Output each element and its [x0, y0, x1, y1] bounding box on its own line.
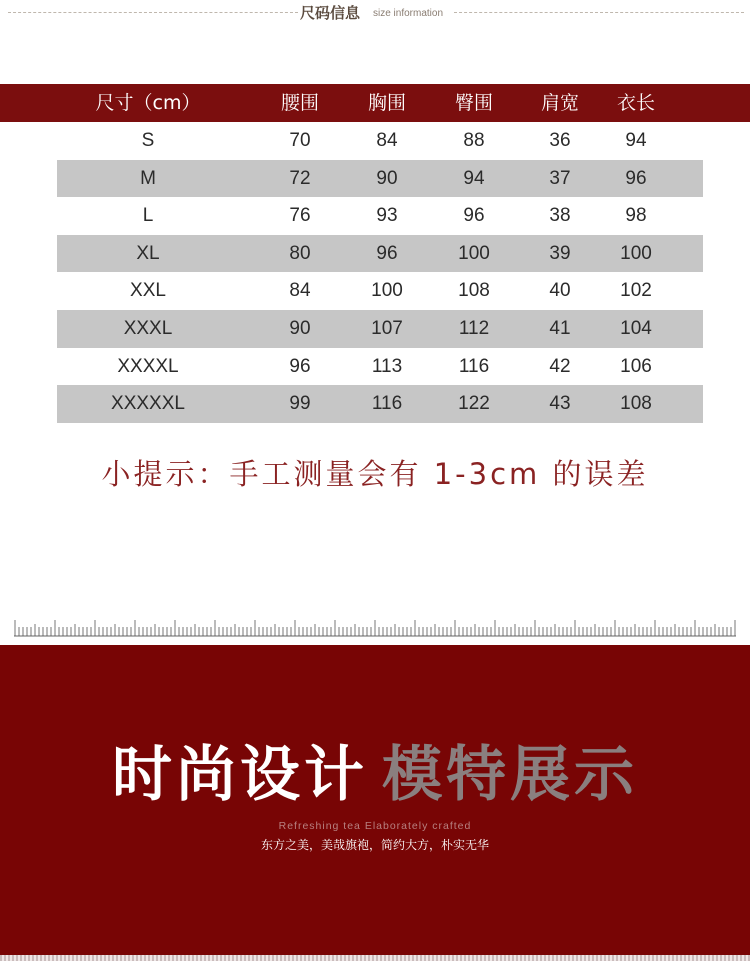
- cell-waist: 90: [289, 317, 311, 339]
- table-row: [57, 235, 703, 273]
- cell-shoulder: 40: [549, 280, 571, 302]
- cell-hip: 88: [463, 130, 485, 151]
- cell-length: 98: [625, 205, 647, 227]
- cell-hip: 100: [458, 242, 490, 264]
- cell-length: 106: [620, 355, 652, 377]
- table-row: [57, 272, 703, 310]
- table-row: [57, 160, 703, 198]
- cell-size: XXL: [130, 280, 166, 302]
- header-divider-right: [454, 12, 744, 13]
- banner-subtitle-cn: 东方之美，美哉旗袍，简约大方，朴实无华: [260, 838, 489, 852]
- cell-hip: 94: [463, 167, 485, 189]
- cell-waist: 96: [289, 355, 311, 377]
- table-body: [0, 122, 750, 423]
- cell-shoulder: 42: [549, 355, 571, 377]
- banner-title: [0, 727, 750, 813]
- banner-bottom-border: [0, 955, 750, 961]
- cell-chest: 93: [376, 205, 398, 227]
- cell-size: S: [141, 130, 155, 151]
- table-row: [57, 385, 703, 423]
- col-header-shoulder: 肩宽: [540, 92, 580, 114]
- cell-shoulder: 41: [549, 317, 571, 339]
- cell-waist: 70: [289, 130, 311, 151]
- cell-hip: 112: [458, 317, 490, 339]
- cell-size: XXXXXL: [111, 393, 185, 415]
- cell-hip: 96: [463, 205, 485, 227]
- cell-size: L: [142, 205, 154, 227]
- col-header-length: 衣长: [616, 92, 656, 114]
- table-row: [57, 122, 703, 160]
- ruler-graphic: [14, 619, 736, 637]
- header-title: 尺码信息: [300, 4, 361, 22]
- table-row: [57, 197, 703, 235]
- cell-hip: 122: [458, 393, 490, 415]
- cell-hip: 116: [458, 355, 490, 377]
- header-divider-left: [8, 12, 298, 13]
- cell-waist: 84: [289, 280, 311, 302]
- cell-chest: 90: [376, 167, 398, 189]
- cell-length: 96: [625, 167, 647, 189]
- header-subtitle: size information: [373, 8, 444, 19]
- cell-shoulder: 36: [549, 130, 571, 151]
- cell-chest: 113: [371, 355, 403, 377]
- cell-chest: 96: [376, 242, 398, 264]
- cell-size: XL: [136, 242, 160, 264]
- cell-size: M: [140, 167, 156, 189]
- cell-shoulder: 37: [549, 167, 571, 189]
- cell-length: 102: [620, 280, 652, 302]
- cell-size: XXXL: [123, 317, 173, 339]
- cell-length: 108: [620, 393, 652, 415]
- col-header-size: 尺寸（cm）: [95, 92, 201, 114]
- banner-subtitle-en: Refreshing tea Elaborately crafted: [278, 820, 472, 832]
- cell-size: XXXXL: [117, 355, 179, 377]
- cell-waist: 72: [289, 167, 311, 189]
- cell-waist: 76: [289, 205, 311, 227]
- cell-waist: 80: [289, 242, 311, 264]
- cell-shoulder: 38: [549, 205, 571, 227]
- cell-chest: 116: [371, 393, 403, 415]
- size-table: [0, 84, 750, 423]
- cell-chest: 107: [371, 317, 403, 339]
- cell-hip: 108: [458, 280, 490, 302]
- cell-chest: 100: [371, 280, 403, 302]
- col-header-chest: 胸围: [367, 92, 407, 114]
- size-info-header: [0, 0, 750, 28]
- model-showcase-banner: [0, 645, 750, 961]
- cell-shoulder: 43: [549, 393, 571, 415]
- cell-waist: 99: [289, 393, 311, 415]
- table-row: [57, 348, 703, 386]
- table-row: [57, 310, 703, 348]
- banner-title-fashion-design: 时尚设计: [112, 740, 368, 810]
- measurement-tip: 小提示：手工测量会有 1-3cm 的误差: [101, 457, 649, 491]
- cell-length: 104: [620, 317, 652, 339]
- col-header-waist: 腰围: [280, 92, 320, 114]
- cell-shoulder: 39: [549, 242, 571, 264]
- table-header-row: [0, 84, 750, 122]
- col-header-hip: 臀围: [454, 92, 494, 114]
- banner-title-model-display: 模特展示: [382, 740, 638, 810]
- cell-length: 100: [620, 242, 652, 264]
- cell-chest: 84: [376, 130, 398, 151]
- cell-length: 94: [625, 130, 647, 151]
